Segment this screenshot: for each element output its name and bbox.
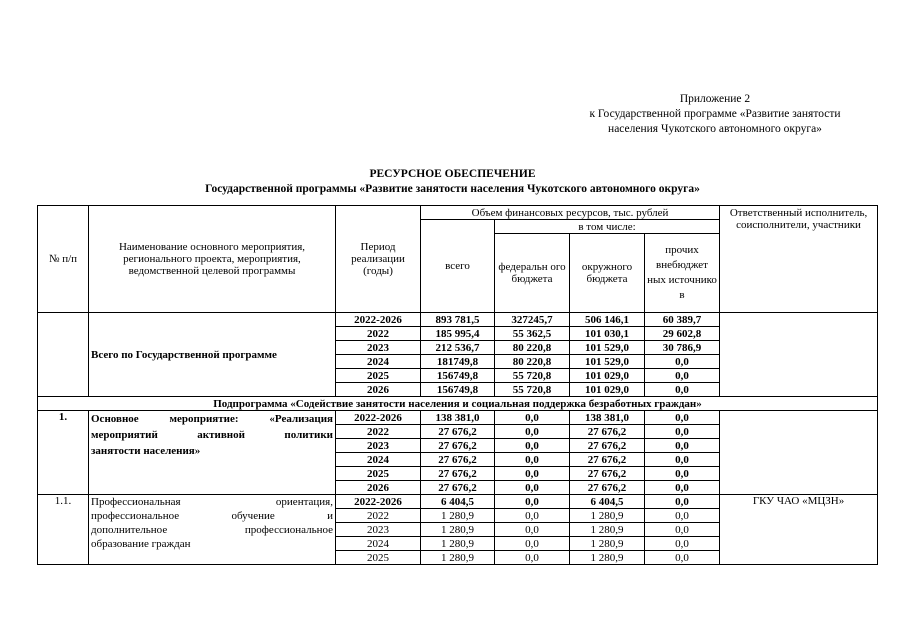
cell-other: 0,0 [645, 509, 720, 523]
item11-num: 1.1. [38, 495, 89, 565]
item11-name-line: Профессиональная ориентация, [91, 496, 333, 508]
header-name: Наименование основного мероприятия, регионального проекта, мероприятия, ведомственной целевой программы [89, 206, 336, 313]
cell-district: 27 676,2 [570, 425, 645, 439]
cell-other: 0,0 [645, 523, 720, 537]
header-period: Период реализации (годы) [336, 206, 421, 313]
resource-table [37, 205, 878, 565]
cell-total: 1 280,9 [421, 523, 495, 537]
document-title [0, 167, 905, 197]
cell-federal: 0,0 [495, 481, 570, 495]
cell-other: 0,0 [645, 467, 720, 481]
cell-district: 101 529,0 [570, 341, 645, 355]
cell-other: 0,0 [645, 481, 720, 495]
cell-federal: 0,0 [495, 439, 570, 453]
cell-other: 60 389,7 [645, 313, 720, 327]
cell-district: 101 030,1 [570, 327, 645, 341]
header-total: всего [421, 220, 495, 313]
header-district: окружного бюджета [570, 234, 645, 313]
cell-federal: 0,0 [495, 551, 570, 565]
header-responsible: Ответственный исполнитель, соисполнители, участники [720, 206, 878, 313]
cell-federal: 0,0 [495, 495, 570, 509]
cell-total: 1 280,9 [421, 551, 495, 565]
header-funds: Объем финансовых ресурсов, тыс. рублей [421, 206, 720, 220]
table-row [38, 313, 878, 327]
cell-district: 1 280,9 [570, 509, 645, 523]
cell-total: 212 536,7 [421, 341, 495, 355]
cell-district: 27 676,2 [570, 439, 645, 453]
table-row [38, 411, 878, 425]
cell-total: 893 781,5 [421, 313, 495, 327]
appendix-block [560, 92, 870, 137]
subprogram-title: Подпрограмма «Содействие занятости населения и социальная поддержка безработных граждан» [38, 397, 878, 411]
item1-name-line: Основное мероприятие: «Реализация [91, 413, 333, 425]
header-num: № п/п [38, 206, 89, 313]
cell-other: 0,0 [645, 355, 720, 369]
cell-year: 2022-2026 [336, 313, 421, 327]
cell-other: 0,0 [645, 411, 720, 425]
cell-total: 185 995,4 [421, 327, 495, 341]
cell-year: 2023 [336, 523, 421, 537]
cell-year: 2024 [336, 537, 421, 551]
cell-other: 0,0 [645, 425, 720, 439]
cell-total: 27 676,2 [421, 453, 495, 467]
cell-district: 101 529,0 [570, 355, 645, 369]
item11-name-line: образование граждан [91, 538, 191, 550]
cell-total: 156749,8 [421, 383, 495, 397]
cell-district: 27 676,2 [570, 453, 645, 467]
cell-total: 156749,8 [421, 369, 495, 383]
cell-year: 2022-2026 [336, 495, 421, 509]
cell-federal: 0,0 [495, 453, 570, 467]
header-including: в том числе: [495, 220, 720, 234]
header-federal: федеральн ого бюджета [495, 234, 570, 313]
cell-year: 2025 [336, 369, 421, 383]
cell-year: 2022 [336, 425, 421, 439]
header-other: прочих внебюджет ных источнико в [645, 234, 720, 313]
cell-federal: 0,0 [495, 523, 570, 537]
cell-other: 0,0 [645, 537, 720, 551]
cell-federal: 0,0 [495, 537, 570, 551]
table-row [38, 495, 878, 509]
cell-district: 1 280,9 [570, 551, 645, 565]
cell-year: 2025 [336, 467, 421, 481]
appendix-line-1: Приложение 2 [679, 93, 751, 105]
cell-other: 29 602,8 [645, 327, 720, 341]
item1-name-line: мероприятий активной политики [91, 429, 333, 441]
cell-total: 27 676,2 [421, 425, 495, 439]
cell-total: 1 280,9 [421, 537, 495, 551]
cell-federal: 0,0 [495, 467, 570, 481]
cell-total: 1 280,9 [421, 509, 495, 523]
item1-responsible-cell [720, 411, 878, 495]
cell-federal: 0,0 [495, 509, 570, 523]
title-line-1: РЕСУРСНОЕ ОБЕСПЕЧЕНИЕ [369, 168, 536, 180]
cell-total: 27 676,2 [421, 439, 495, 453]
total-label: Всего по Государственной программе [89, 313, 336, 397]
cell-total: 27 676,2 [421, 467, 495, 481]
cell-other: 0,0 [645, 439, 720, 453]
cell-total: 27 676,2 [421, 481, 495, 495]
total-num-cell [38, 313, 89, 397]
cell-federal: 0,0 [495, 411, 570, 425]
cell-other: 0,0 [645, 383, 720, 397]
item11-responsible: ГКУ ЧАО «МЦЗН» [720, 495, 878, 565]
item1-name-line: занятости населения» [91, 445, 201, 457]
item1-num: 1. [38, 411, 89, 495]
item11-name-line: дополнительное профессиональное [91, 524, 333, 536]
cell-year: 2022-2026 [336, 411, 421, 425]
cell-district: 6 404,5 [570, 495, 645, 509]
cell-federal: 80 220,8 [495, 341, 570, 355]
cell-year: 2022 [336, 327, 421, 341]
cell-total: 138 381,0 [421, 411, 495, 425]
cell-district: 1 280,9 [570, 537, 645, 551]
cell-federal: 327245,7 [495, 313, 570, 327]
cell-year: 2023 [336, 439, 421, 453]
item11-name-line: профессиональное обучение и [91, 510, 333, 522]
item1-name [89, 411, 336, 495]
item11-name [89, 495, 336, 565]
cell-other: 0,0 [645, 453, 720, 467]
cell-year: 2022 [336, 509, 421, 523]
cell-federal: 80 220,8 [495, 355, 570, 369]
cell-federal: 55 720,8 [495, 369, 570, 383]
cell-district: 138 381,0 [570, 411, 645, 425]
appendix-line-3: населения Чукотского автономного округа» [608, 123, 822, 135]
cell-year: 2026 [336, 383, 421, 397]
cell-federal: 0,0 [495, 425, 570, 439]
total-responsible-cell [720, 313, 878, 397]
cell-other: 0,0 [645, 369, 720, 383]
cell-year: 2023 [336, 341, 421, 355]
cell-year: 2024 [336, 355, 421, 369]
cell-other: 0,0 [645, 551, 720, 565]
cell-other: 30 786,9 [645, 341, 720, 355]
cell-year: 2026 [336, 481, 421, 495]
cell-total: 6 404,5 [421, 495, 495, 509]
title-line-2: Государственной программы «Развитие занятости населения Чукотского автономного округа» [205, 183, 700, 195]
cell-district: 101 029,0 [570, 369, 645, 383]
table-row [38, 397, 878, 411]
cell-year: 2024 [336, 453, 421, 467]
cell-federal: 55 720,8 [495, 383, 570, 397]
cell-district: 101 029,0 [570, 383, 645, 397]
cell-district: 506 146,1 [570, 313, 645, 327]
cell-district: 27 676,2 [570, 467, 645, 481]
appendix-line-2: к Государственной программе «Развитие занятости [589, 108, 841, 120]
cell-year: 2025 [336, 551, 421, 565]
cell-district: 27 676,2 [570, 481, 645, 495]
cell-other: 0,0 [645, 495, 720, 509]
cell-federal: 55 362,5 [495, 327, 570, 341]
cell-district: 1 280,9 [570, 523, 645, 537]
cell-total: 181749,8 [421, 355, 495, 369]
